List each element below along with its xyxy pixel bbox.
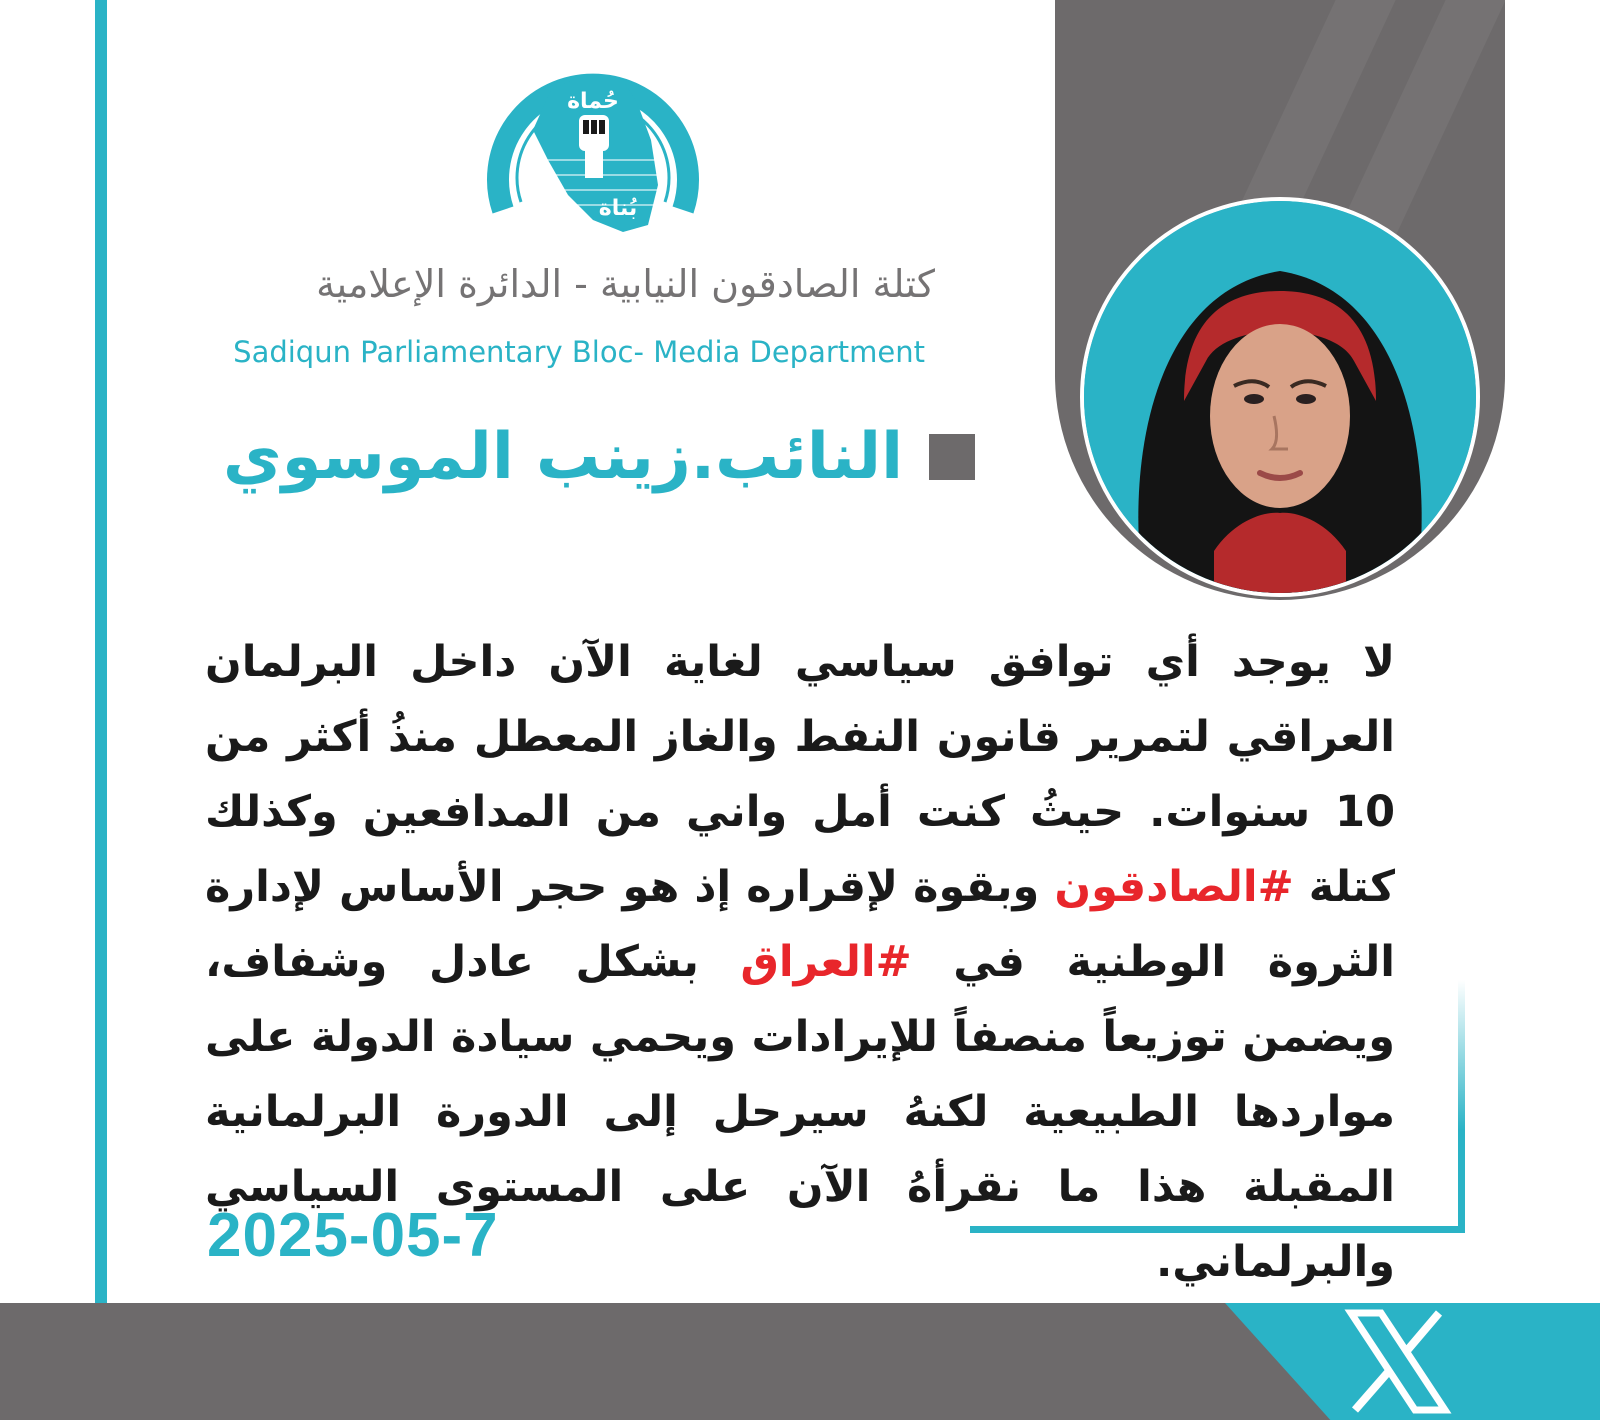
post-date: 2025-05-7 — [207, 1201, 499, 1270]
sadiqun-logo — [473, 20, 713, 240]
hashtag-sadiqun[interactable]: #الصادقون — [1054, 862, 1294, 912]
logo-ring-text: حركة الصادقون — [554, 31, 632, 45]
x-logo-icon[interactable] — [1343, 1309, 1453, 1414]
hashtag-iraq[interactable]: #العراق — [740, 937, 912, 987]
logo-bottom-word: بُناة — [598, 196, 638, 221]
name-row — [223, 420, 975, 494]
header-english-title: Sadiqun Parliamentary Bloc- Media Department — [233, 335, 925, 369]
statement-part-2: وبقوة لإقراره إذ هو حجر الأساس لإدارة الثروة الوطنية في — [205, 862, 1395, 987]
bullet-square-icon — [929, 434, 975, 480]
logo-ring-text-left: الله أكبر — [507, 73, 536, 104]
statement-part-3: بشكل عادل وشفاف، ويضمن توزيعاً منصفاً للإيرادات ويحمي سيادة الدولة على مواردها الطبيعية لكنهُ سيرحل إلى الدورة البرلمانية المقبلة هذا ما نقرأهُ الآن على المستوى السياسي والبرلماني. — [205, 937, 1395, 1287]
logo-ring-text-right: الله أكبر — [650, 73, 679, 104]
logo-top-word: حُماة — [567, 89, 619, 114]
person-name: النائب.زينب الموسوي — [223, 420, 903, 494]
footer-bar — [0, 1303, 1600, 1420]
statement-part-1: لا يوجد أي توافق سياسي لغاية الآن داخل البرلمان العراقي لتمرير قانون النفط والغاز المعطل منذُ أكثر من 10 سنوات. حيثُ كنت أمل واني من المدافعين وكذلك كتلة — [205, 637, 1395, 912]
text-frame-fade — [1458, 980, 1465, 1130]
header-arabic-title: كتلة الصادقون النيابية - الدائرة الإعلامية — [316, 262, 935, 306]
left-accent-bar — [95, 0, 107, 1305]
portrait-photo — [1080, 197, 1480, 597]
portrait-illustration — [1084, 201, 1476, 593]
